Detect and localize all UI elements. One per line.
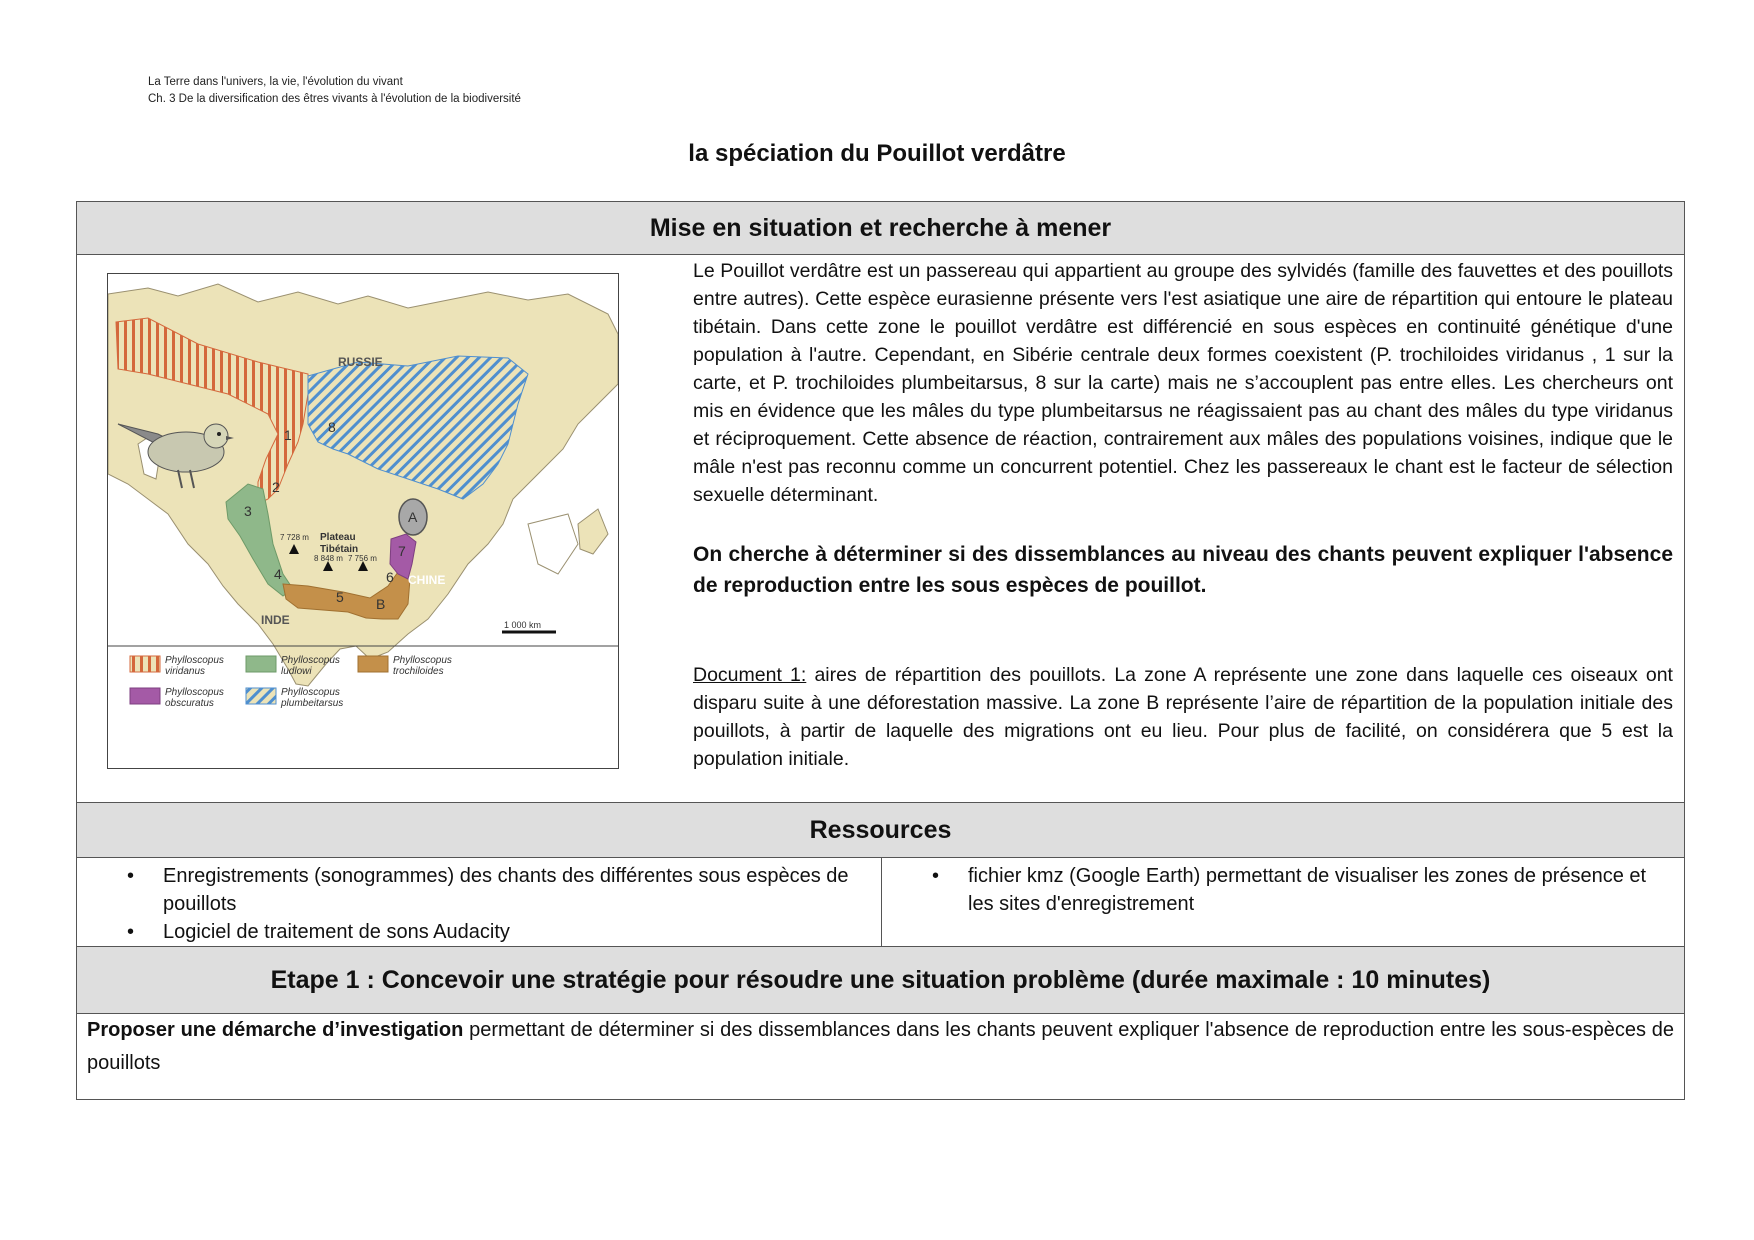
label-peak-3: 7 756 m (348, 554, 377, 563)
label-russie: RUSSIE (338, 355, 383, 369)
legend-species-viridanus: viridanus (165, 666, 206, 677)
label-plateau: Plateau (320, 532, 356, 543)
document-1-text: aires de répartition des pouillots. La zone A représente une zone dans laquelle ces oiseaux ont disparu suite à une déforestation massive. La zone B représente l’aire de répartition de la population initiale des pouillots, à partir de laquelle des migrations ont eu lieu. Pour plus de facilité, on considérera que 5 est la population initiale. (693, 664, 1673, 770)
label-zone-2: 2 (272, 479, 280, 495)
resources-right-list (882, 858, 1684, 918)
legend-swatch-viridanus (130, 656, 160, 672)
label-zone-4: 4 (274, 566, 282, 582)
label-peak-2: 8 848 m (314, 554, 343, 563)
header-line-2: Ch. 3 De la diversification des êtres vivants à l'évolution de la biodiversité (148, 93, 521, 105)
label-inde: INDE (261, 613, 290, 627)
etape1-instruction (77, 1014, 1684, 1080)
east-sea (528, 514, 578, 574)
label-peak-1: 7 728 m (280, 533, 309, 542)
activity-table (76, 201, 1685, 1100)
list-item: • Enregistrements (sonogrammes) des chants des différentes sous espèces de pouillots (77, 862, 881, 918)
document-1-caption (693, 661, 1673, 773)
map-svg (108, 274, 618, 768)
distribution-map (107, 273, 619, 769)
etape1-cell (77, 1014, 1685, 1100)
situation-cell (77, 255, 1685, 803)
legend-swatch-plumbeitarsus (246, 688, 276, 704)
label-zone-1: 1 (284, 427, 292, 443)
resources-left-list (77, 858, 881, 946)
legend-swatch-obscuratus (130, 688, 160, 704)
label-zone-a: A (408, 509, 418, 525)
situation-text (693, 257, 1673, 773)
legend-swatch-ludlowi (246, 656, 276, 672)
legend-species-ludlowi: ludlowi (281, 666, 312, 677)
list-item: • Logiciel de traitement de sons Audacity (77, 918, 881, 946)
legend-genus-viridanus: Phylloscopus (165, 655, 224, 666)
bullet-icon: • (932, 865, 940, 887)
label-tibetain: Tibétain (320, 544, 359, 555)
etape1-heading: Etape 1 : Concevoir une stratégie pour résoudre une situation problème (durée maximale : 10 minutes) (77, 947, 1685, 1014)
label-zone-5: 5 (336, 589, 344, 605)
legend-swatch-trochiloides (358, 656, 388, 672)
page-header (148, 74, 521, 108)
list-item: • fichier kmz (Google Earth) permettant de visualiser les zones de présence et les sites d'enregistrement (882, 862, 1684, 918)
label-zone-b: B (376, 596, 386, 612)
etape1-text: permettant de déterminer si des dissemblances dans les chants peuvent expliquer l'absence de reproduction entre les sous-espèces de pouillots (87, 1019, 1674, 1074)
label-zone-7: 7 (398, 543, 406, 559)
legend-genus-trochiloides: Phylloscopus (393, 655, 452, 666)
legend-genus-obscuratus: Phylloscopus (165, 687, 224, 698)
label-chine: CHINE (408, 573, 446, 587)
page-title: la spéciation du Pouillot verdâtre (688, 140, 1066, 167)
etape1-bold: Proposer une démarche d’investigation (87, 1019, 464, 1041)
research-question: On cherche à déterminer si des dissemblances au niveau des chants peuvent expliquer l'absence de reproduction entre les sous espèces de pouillot. (693, 543, 1673, 597)
label-zone-6: 6 (386, 569, 394, 585)
situation-heading: Mise en situation et recherche à mener (77, 202, 1685, 255)
label-scale: 1 000 km (504, 620, 542, 630)
legend-species-trochiloides: trochiloides (393, 666, 444, 677)
resources-heading: Ressources (77, 803, 1685, 858)
header-line-1: La Terre dans l'univers, la vie, l'évolution du vivant (148, 76, 403, 88)
label-zone-3: 3 (244, 503, 252, 519)
legend-genus-plumbeitarsus: Phylloscopus (281, 687, 340, 698)
bullet-icon: • (127, 865, 135, 887)
japan-island (578, 509, 608, 554)
bullet-icon: • (127, 921, 135, 943)
document-1-label: Document 1: (693, 664, 807, 686)
legend-species-plumbeitarsus: plumbeitarsus (281, 698, 344, 709)
label-zone-8: 8 (328, 419, 336, 435)
legend-species-obscuratus: obscuratus (165, 698, 214, 709)
situation-paragraph: Le Pouillot verdâtre est un passereau qui appartient au groupe des sylvidés (famille des fauvettes et des pouillots entre autres). Cette espèce eurasienne présente vers l'est asiatique une aire de répartition qui entoure le plateau tibétain. Dans cette zone le pouillot verdâtre est différencié en sous espèces en continuité génétique d'une population à l'autre. Cependant, en Sibérie centrale deux formes coexistent (P. trochiloides viridanus , 1 sur la carte, et P. trochiloides plumbeitarsus, 8 sur la carte) mais ne s’accouplent pas entre elles. Les chercheurs ont mis en évidence que les mâles du type plumbeitarsus ne réagissaient pas au chant des mâles du type viridanus et réciproquement. Cette absence de réaction, contrairement aux mâles des populations voisines, indique que le mâle n'est pas reconnu comme un concurrent potentiel. Chez les passereaux le chant est le facteur de sélection sexuelle déterminant. (693, 260, 1673, 506)
resources-right-cell (882, 858, 1685, 947)
legend-genus-ludlowi: Phylloscopus (281, 655, 340, 666)
resources-left-cell (77, 858, 882, 947)
